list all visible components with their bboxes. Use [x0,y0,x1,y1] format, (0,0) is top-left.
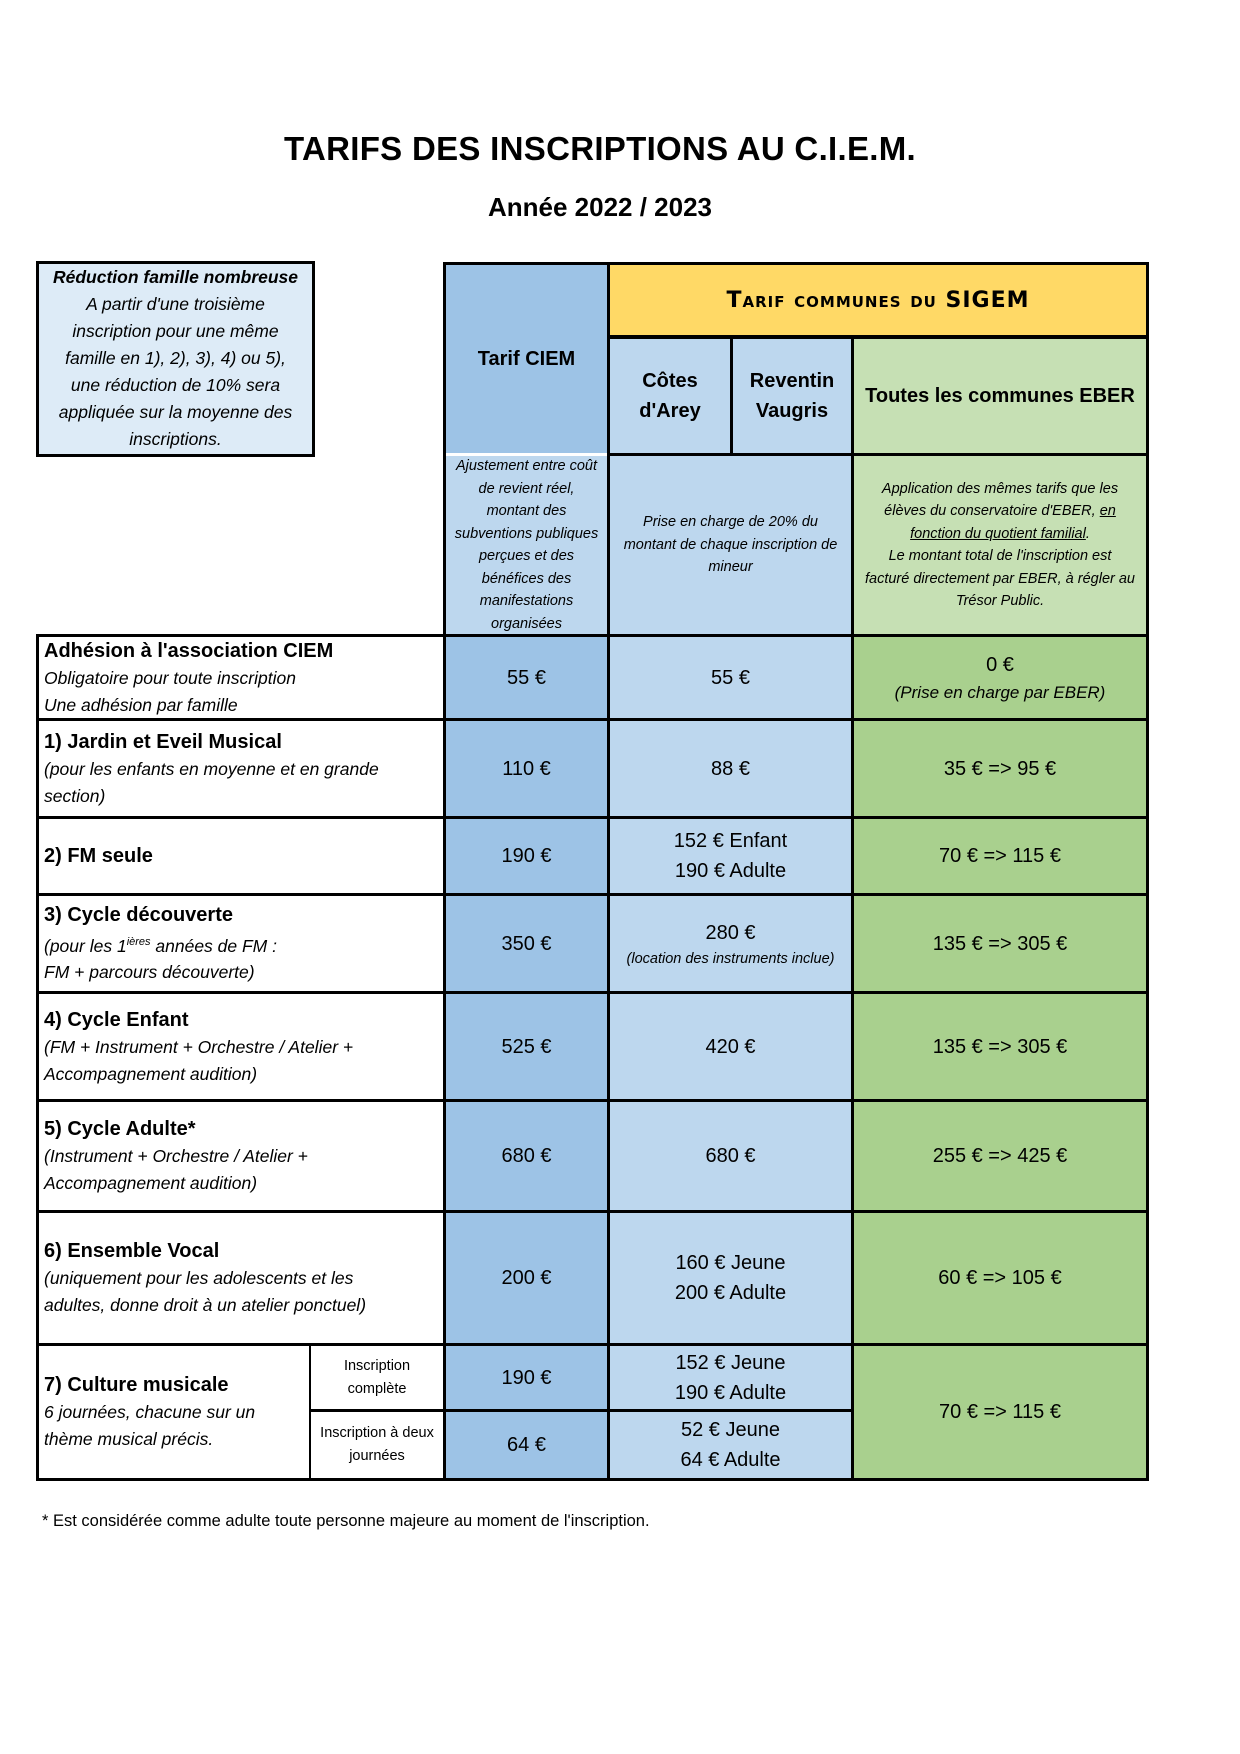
price-value: 190 € [501,1367,552,1389]
family-box-border-bottom [36,454,315,457]
header-reventin-line1: Reventin [749,370,835,392]
family-reduction-line: inscriptions. [129,429,222,449]
row-fm-sigem [610,819,851,893]
note-sigem-line: montant de chaque inscription de [623,536,838,553]
price-value: 190 € [501,845,552,867]
row-jardin-sigem [610,721,851,816]
header-eber-label: Toutes les communes EBER [865,385,1135,407]
note-eber-line: Application des mêmes tarifs que les [881,480,1119,497]
border-col-label [443,262,446,1481]
price-value: 200 € [501,1267,552,1289]
price-value: 52 € Jeune [681,1419,780,1441]
note-eber-underlined: fonction du quotient familial [910,525,1086,542]
row-title: 3) Cycle découverte [44,903,233,926]
row-vocal-label [38,1213,443,1343]
row-desc: (uniquement pour les adolescents et les [44,1268,354,1288]
row-enfant-ciem [446,994,607,1099]
family-box-border-right [312,261,315,457]
price-value: 680 € [501,1145,552,1167]
note-eber-line: Le montant total de l'inscription est [888,548,1112,564]
price-value: 0 € [986,653,1014,676]
header-reventin-line2: Vaugris [755,400,829,422]
row-culture-sigem-deux [610,1412,851,1478]
row-title: 5) Cycle Adulte* [44,1118,196,1140]
border-row [36,1210,1149,1213]
row-title: Adhésion à l'association CIEM [44,639,334,662]
note-ciem-line: subventions publiques [454,525,599,542]
note-ciem-line: montant des [486,503,567,519]
price-value: 525 € [501,1035,552,1058]
border-col-ciem [607,262,610,1481]
note-eber-underlined: en [1099,503,1116,519]
header-tarif-sigem [610,265,1146,335]
row-adhesion-label [38,637,443,718]
row-jardin-label [38,721,443,816]
row-fm-ciem [446,819,607,893]
family-box-border-left [36,261,39,457]
row-vocal-ciem [446,1213,607,1343]
row-desc-text: années de FM : [150,935,277,956]
row-culture-sub-complete [311,1346,443,1410]
price-value: 680 € [705,1145,756,1167]
border-row [36,1478,1149,1481]
row-title: 6) Ensemble Vocal [44,1240,220,1262]
price-value: 110 € [502,757,551,780]
border-col-cotes [730,335,733,456]
row-culture-sub-deux [311,1412,443,1478]
row-desc: Accompagnement audition) [44,1173,258,1193]
price-value: 55 € [711,666,750,689]
note-ciem-line: perçues et des [478,548,575,564]
border-row [36,816,1149,819]
row-enfant-sigem [610,994,851,1099]
note-ciem [446,456,607,634]
row-desc-text: (pour les 1 [44,935,127,956]
border-row [36,634,1149,637]
note-eber [854,456,1146,634]
family-reduction-line: A partir d'une troisième [86,294,265,314]
price-value: 70 € => 115 € [939,845,1061,867]
row-adhesion-sigem [610,637,851,718]
row-jardin-eber [854,721,1146,816]
row-title: 1) Jardin et Eveil Musical [44,730,282,753]
border-row [36,991,1149,994]
row-adulte-ciem [446,1102,607,1210]
family-reduction-line: inscription pour une même [72,321,279,341]
row-vocal-sigem [610,1213,851,1343]
header-tarif-ciem-label: Tarif CIEM [477,348,576,370]
header-cotes-arey [610,339,730,453]
price-value: 420 € [705,1035,756,1058]
row-adulte-sigem [610,1102,851,1210]
border-header-bottom [607,453,1149,456]
row-adhesion-ciem [446,637,607,718]
price-value: 255 € => 425 € [932,1145,1068,1167]
border-col-sigem [851,335,854,1481]
row-desc: (Instrument + Orchestre / Atelier + [44,1146,308,1166]
note-ciem-line: Ajustement entre coût [455,458,598,474]
note-eber-line-text: élèves du conservatoire d'EBER, [884,503,1100,519]
row-adhesion-eber [854,637,1146,718]
row-desc-sup: ières [126,935,151,948]
sub-label: journées [349,1448,405,1464]
note-ciem-line: de revient réel, [478,480,575,497]
row-culture-label [38,1346,309,1478]
row-desc: Obligatoire pour toute inscription [44,667,296,688]
row-desc: Accompagnement audition) [44,1063,258,1084]
border-row [36,1099,1149,1102]
border-subrow [309,1409,854,1412]
row-adulte-eber [854,1102,1146,1210]
row-decouverte-eber [854,896,1146,991]
page-title: TARIFS DES INSCRIPTIONS AU C.I.E.M. [283,130,917,167]
border-row [36,1343,1149,1346]
header-cotes-line1: Côtes [642,370,698,392]
border-col-right [1146,262,1149,1481]
note-eber-line-text: . [1085,525,1090,542]
row-enfant-eber [854,994,1146,1099]
row-adulte-label [38,1102,443,1210]
price-note: (location des instruments inclue) [626,950,835,967]
row-culture-eber [854,1346,1146,1478]
price-value: 70 € => 115 € [939,1401,1061,1423]
row-desc: adultes, donne droit à un atelier ponctuel) [44,1295,367,1315]
sub-label: complète [347,1381,407,1397]
note-ciem-line: organisées [491,615,562,632]
row-title: 7) Culture musicale [44,1374,229,1396]
note-sigem [610,456,851,634]
price-value: 160 € Jeune [675,1252,786,1274]
row-decouverte-sigem [610,896,851,991]
row-culture-ciem-complete [446,1346,607,1410]
row-decouverte-label [38,896,443,991]
row-culture-sigem-complete [610,1346,851,1410]
family-reduction-line: famille en 1), 2), 3), 4) ou 5), [65,348,286,368]
row-enfant-label [38,994,443,1099]
price-value: 135 € => 305 € [932,932,1068,955]
row-title: 2) FM seule [44,845,153,867]
header-tarif-ciem [446,265,607,453]
header-reventin-vaugris [733,339,851,453]
sub-label: Inscription [343,1358,411,1374]
price-value: 280 € [705,921,756,944]
row-title: 4) Cycle Enfant [44,1008,189,1031]
note-eber-line: facturé directement par EBER, à régler au [865,570,1135,587]
header-tarif-sigem-label: Tarif communes du SIGEM [726,287,1030,313]
price-value: 152 € Enfant [673,830,788,852]
row-desc: 6 journées, chacune sur un [44,1402,256,1422]
row-desc: FM + parcours découverte) [44,962,255,983]
price-value: 135 € => 305 € [932,1035,1068,1058]
price-value: 152 € Jeune [675,1352,786,1374]
border-col-left [36,634,39,1481]
border-col-culture [309,1343,311,1481]
footnote: * Est considérée comme adulte toute personne majeure au moment de l'inscription. [42,1512,650,1530]
family-box-border-top [36,261,315,264]
note-sigem-line: Prise en charge de 20% du [643,514,818,531]
family-reduction-line: appliquée sur la moyenne des [58,402,293,422]
sub-label: Inscription à deux [320,1425,434,1441]
price-value: 350 € [501,932,552,955]
price-note: (Prise en charge par EBER) [894,682,1106,702]
price-value: 64 € [507,1434,546,1456]
row-decouverte-ciem [446,896,607,991]
note-eber-line: Trésor Public. [955,593,1045,609]
row-desc: thème musical précis. [44,1429,214,1449]
row-desc: section) [44,785,106,806]
price-value: 60 € => 105 € [938,1267,1062,1289]
note-eber-line [880,500,1120,523]
row-desc: (pour les enfants en moyenne et en grande [44,758,379,779]
note-ciem-line: bénéfices des [481,570,572,587]
note-ciem-line: manifestations [479,593,574,609]
page-subtitle: Année 2022 / 2023 [487,192,713,222]
price-value: 88 € [711,757,750,780]
header-cotes-line2: d'Arey [639,400,701,422]
price-value: 190 € Adulte [674,860,787,882]
row-desc [44,929,277,960]
row-culture-ciem-deux [446,1412,607,1478]
family-reduction-box [38,263,313,454]
price-value: 200 € Adulte [674,1282,787,1304]
row-jardin-ciem [446,721,607,816]
family-reduction-title: Réduction famille nombreuse [52,267,299,287]
price-value: 35 € => 95 € [943,757,1057,780]
price-value: 55 € [507,666,546,689]
price-value: 190 € Adulte [674,1382,787,1404]
note-eber-line [906,523,1094,546]
note-sigem-line: mineur [708,559,753,576]
border-yellow-bottom [607,335,1149,339]
row-desc: Une adhésion par famille [44,694,238,715]
row-desc: (FM + Instrument + Orchestre / Atelier + [44,1036,354,1057]
family-reduction-line: une réduction de 10% sera [70,375,281,395]
border-row [36,893,1149,896]
price-value: 64 € Adulte [680,1449,781,1471]
row-fm-eber [854,819,1146,893]
header-eber [854,339,1146,453]
row-fm-label [38,819,443,893]
border-row [36,718,1149,721]
row-vocal-eber [854,1213,1146,1343]
border-header-top [443,262,1149,265]
